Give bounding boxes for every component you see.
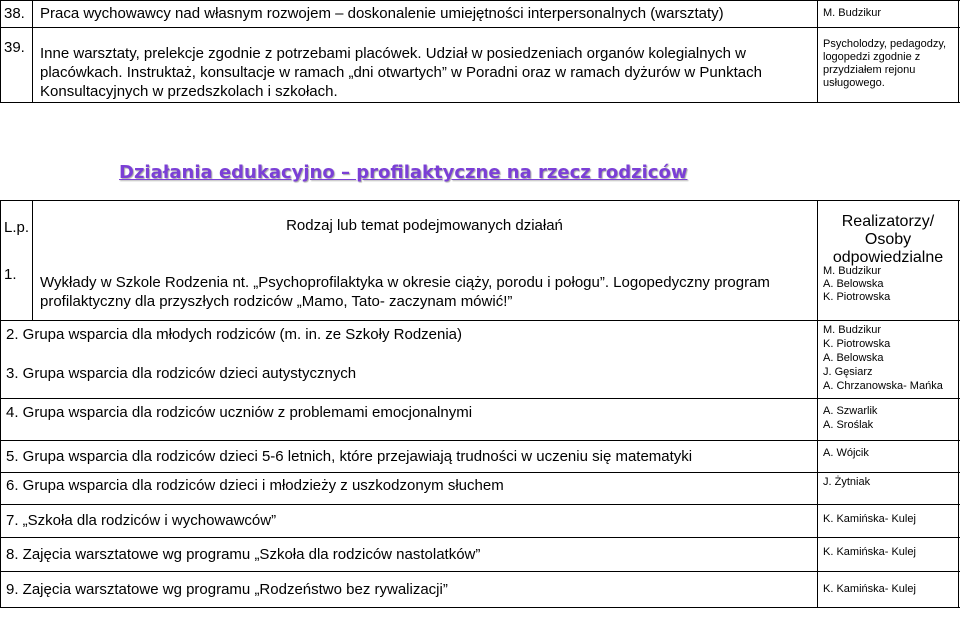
- row-number: 1.: [4, 266, 17, 283]
- column-header-responsible: odpowiedzialne: [832, 249, 944, 266]
- table-border: [0, 398, 960, 399]
- table-border: [958, 200, 959, 607]
- row-responsible: A. Belowska: [823, 352, 884, 364]
- column-header-topic: Rodzaj lub temat podejmowanych działań: [286, 217, 563, 234]
- row-text: 6. Grupa wsparcia dla rodziców dzieci i młodzieży z uszkodzonym słuchem: [6, 477, 504, 494]
- table-border: [817, 0, 818, 102]
- row-responsible: A. Belowska: [823, 278, 884, 290]
- row-responsible: M. Budzikur: [823, 265, 882, 277]
- row-text: Praca wychowawcy nad własnym rozwojem – doskonalenie umiejętności interpersonalnych (warsztaty): [40, 5, 724, 22]
- row-responsible: M. Budzikur: [823, 324, 882, 336]
- row-responsible: przydziałem rejonu: [823, 64, 916, 76]
- row-responsible: K. Piotrowska: [823, 338, 891, 350]
- column-header-responsible: Realizatorzy/: [841, 213, 935, 230]
- row-responsible: K. Kamińska- Kulej: [823, 513, 916, 525]
- row-responsible: usługowego.: [823, 77, 885, 89]
- table-border: [0, 607, 960, 608]
- row-responsible: J. Gęsiarz: [823, 366, 873, 378]
- table-border: [0, 571, 960, 572]
- row-responsible: Psycholodzy, pedagodzy,: [823, 38, 947, 50]
- table-border: [32, 0, 33, 102]
- section-heading: Działania edukacyjno – profilaktyczne na rzecz rodziców: [119, 162, 688, 183]
- table-border: [0, 102, 960, 103]
- row-text: 8. Zajęcia warsztatowe wg programu „Szkoła dla rodziców nastolatków”: [6, 546, 481, 563]
- row-number: 39.: [4, 39, 25, 56]
- row-text-line: profilaktyczny dla przyszłych rodziców „Mamo, Tato- zaczynam mówić!”: [40, 293, 513, 310]
- row-text-line: Inne warsztaty, prelekcje zgodnie z potrzebami placówek. Udział w posiedzeniach organów kolegialnych w: [40, 45, 746, 62]
- row-responsible: K. Piotrowska: [823, 291, 891, 303]
- row-text-line: Konsultacyjnych w przedszkolach i szkołach.: [40, 83, 338, 100]
- row-text: 7. „Szkoła dla rodziców i wychowawców”: [6, 512, 277, 529]
- row-responsible: J. Żytniak: [823, 476, 871, 488]
- table-border: [958, 0, 959, 102]
- row-responsible: K. Kamińska- Kulej: [823, 583, 916, 595]
- row-text: 4. Grupa wsparcia dla rodziców uczniów z problemami emocjonalnymi: [6, 404, 473, 421]
- table-border: [0, 472, 960, 473]
- row-text: 9. Zajęcia warsztatowe wg programu „Rodzeństwo bez rywalizacji”: [6, 581, 448, 598]
- row-responsible: K. Kamińska- Kulej: [823, 546, 916, 558]
- table-border: [0, 27, 960, 28]
- table-border: [0, 320, 960, 321]
- row-text: 2. Grupa wsparcia dla młodych rodziców (m. in. ze Szkoły Rodzenia): [6, 326, 463, 343]
- row-responsible: A. Sroślak: [823, 419, 874, 431]
- table-border: [0, 0, 1, 102]
- column-header-lp: L.p.: [4, 219, 30, 236]
- row-responsible: logopedzi zgodnie z: [823, 51, 921, 63]
- row-text-line: placówkach. Instruktaż, konsultacje w ramach „dni otwartych” w Poradni oraz w ramach dyżurów w Punktach: [40, 64, 762, 81]
- row-responsible: M. Budzikur: [823, 7, 882, 19]
- row-text-line: Wykłady w Szkole Rodzenia nt. „Psychoprofilaktyka w okresie ciąży, porodu i połogu”. Logopedyczny program: [40, 274, 770, 291]
- table-border: [0, 440, 960, 441]
- column-header-responsible: Osoby: [864, 231, 912, 248]
- table-border: [0, 200, 1, 607]
- row-responsible: A. Szwarlik: [823, 405, 878, 417]
- row-responsible: A. Wójcik: [823, 447, 869, 459]
- table-border: [0, 504, 960, 505]
- row-responsible: A. Chrzanowska- Mańka: [823, 380, 943, 392]
- row-number: 38.: [4, 5, 25, 22]
- row-text: 5. Grupa wsparcia dla rodziców dzieci 5-6 letnich, które przejawiają trudności w uczeniu się matematyki: [6, 448, 693, 465]
- table-border: [0, 0, 960, 1]
- table-border: [0, 200, 960, 201]
- row-text: 3. Grupa wsparcia dla rodziców dzieci autystycznych: [6, 365, 357, 382]
- table-border: [0, 537, 960, 538]
